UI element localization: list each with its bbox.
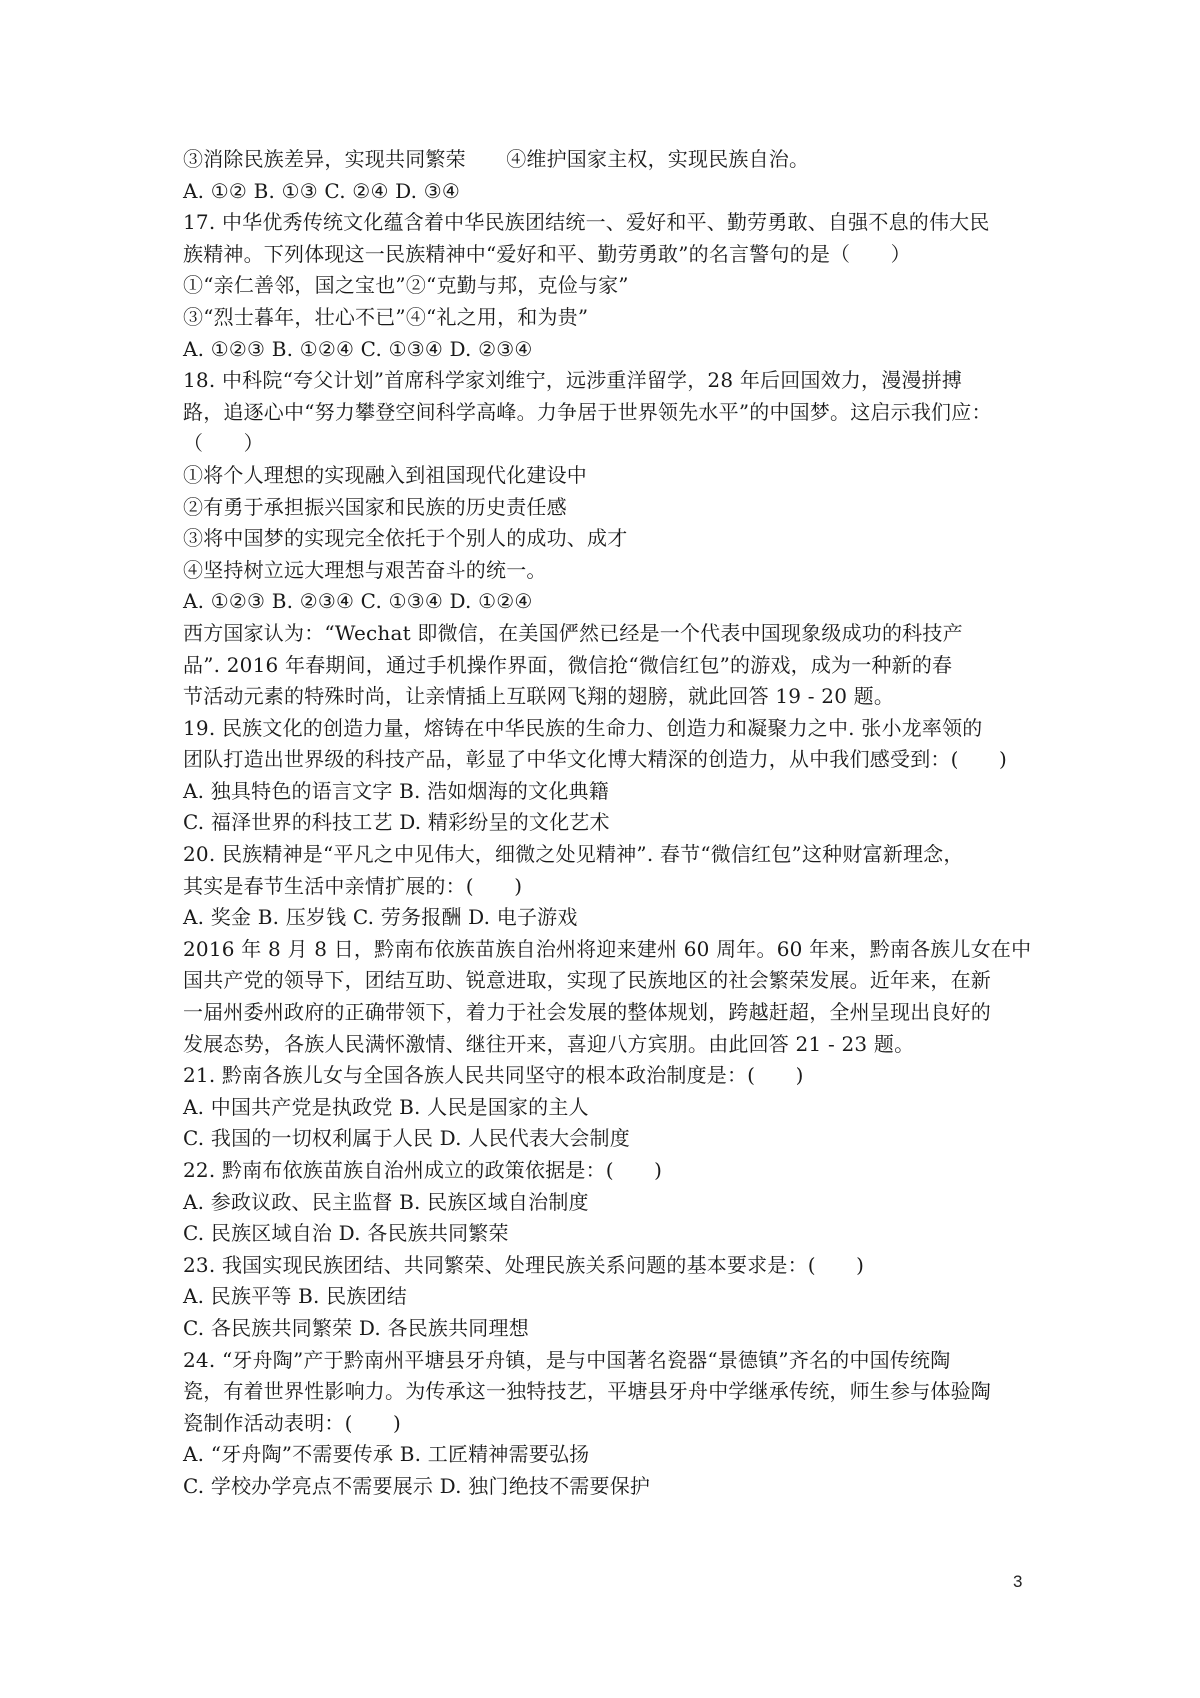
text-line: 18. 中科院“夸父计划”首席科学家刘维宁，远涉重洋留学，28 年后回国效力，漫漫拼搏 [183, 368, 963, 393]
text-line: C. 民族区域自治 D. 各民族共同繁荣 [183, 1221, 509, 1246]
text-line: 21. 黔南各族儿女与全国各族人民共同坚守的根本政治制度是：( ) [183, 1063, 804, 1088]
text-line: A. 中国共产党是执政党 B. 人民是国家的主人 [183, 1094, 589, 1119]
text-line: 2016 年 8 月 8 日，黔南布依族苗族自治州将迎来建州 60 周年。60 年来，黔南各族儿女在中 [183, 936, 1032, 961]
text-line: （ ） [183, 431, 264, 456]
text-line: ③将中国梦的实现完全依托于个别人的成功、成才 [183, 526, 628, 551]
text-line: 20. 民族精神是“平凡之中见伟大，细微之处见精神”. 春节“微信红包”这种财富新理念， [183, 842, 964, 867]
text-line: C. 我国的一切权利属于人民 D. 人民代表大会制度 [183, 1126, 630, 1151]
text-line: 17. 中华优秀传统文化蕴含着中华民族团结统一、爱好和平、勤劳勇敢、自强不息的伟大民 [183, 210, 990, 235]
text-line: C. 福泽世界的科技工艺 D. 精彩纷呈的文化艺术 [183, 810, 610, 835]
text-line: 瓷，有着世界性影响力。为传承这一独特技艺，平塘县牙舟中学继承传统，师生参与体验陶 [183, 1379, 991, 1404]
text-line: 22. 黔南布依族苗族自治州成立的政策依据是：( ) [183, 1158, 663, 1182]
text-line: ①“亲仁善邻，国之宝也”②“克勤与邦，克俭与家” [183, 273, 629, 298]
text-line: A. ①②③ B. ①②④ C. ①③④ D. ②③④ [183, 336, 533, 361]
text-line: C. 学校办学亮点不需要展示 D. 独门绝技不需要保护 [183, 1473, 651, 1498]
text-line: A. ①②③ B. ②③④ C. ①③④ D. ①②④ [183, 589, 533, 614]
text-line: ③消除民族差异，实现共同繁荣 ④维护国家主权，实现民族自治。 [183, 147, 810, 171]
text-line: 24. “牙舟陶”产于黔南州平塘县牙舟镇，是与中国著名瓷器“景德镇”齐名的中国传统陶 [183, 1347, 951, 1372]
text-line: A. 独具特色的语言文字 B. 浩如烟海的文化典籍 [183, 778, 609, 803]
page-content [183, 144, 1033, 1503]
text-line: A. “牙舟陶”不需要传承 B. 工匠精神需要弘扬 [183, 1442, 590, 1467]
text-line: C. 各民族共同繁荣 D. 各民族共同理想 [183, 1315, 529, 1340]
text-line: 其实是春节生活中亲情扩展的：( ) [183, 873, 523, 898]
text-line: 瓷制作活动表明：( ) [183, 1410, 402, 1435]
text-line: 19. 民族文化的创造力量，熔铸在中华民族的生命力、创造力和凝聚力之中. 张小龙率领的 [183, 715, 983, 740]
text-line: 国共产党的领导下，团结互助、锐意进取，实现了民族地区的社会繁荣发展。近年来，在新 [183, 968, 991, 993]
text-line: 一届州委州政府的正确带领下，着力于社会发展的整体规划，跨越赶超，全州呈现出良好的 [183, 1000, 991, 1025]
text-line: A. 参政议政、民主监督 B. 民族区域自治制度 [183, 1189, 589, 1214]
text-line: A. ①② B. ①③ C. ②④ D. ③④ [183, 178, 461, 203]
text-line: 族精神。下列体现这一民族精神中“爱好和平、勤劳勇敢”的名言警句的是（ ） [183, 241, 911, 266]
text-line: 西方国家认为：“Wechat 即微信，在美国俨然已经是一个代表中国现象级成功的科技产 [183, 620, 963, 645]
text-line: ③“烈士暮年，壮心不已”④“礼之用，和为贵” [183, 304, 589, 329]
text-line: 23. 我国实现民族团结、共同繁荣、处理民族关系问题的基本要求是：( ) [183, 1252, 865, 1277]
text-line: 发展态势，各族人民满怀激情、继往开来，喜迎八方宾朋。由此回答 21 - 23 题。 [183, 1031, 915, 1056]
text-line: 路，追逐心中“努力攀登空间科学高峰。力争居于世界领先水平”的中国梦。这启示我们应： [183, 399, 992, 424]
text-line: A. 奖金 B. 压岁钱 C. 劳务报酬 D. 电子游戏 [183, 905, 578, 930]
text-line: 团队打造出世界级的科技产品，彰显了中华文化博大精深的创造力，从中我们感受到：( ) [183, 747, 1008, 772]
text-line: ④坚持树立远大理想与艰苦奋斗的统一。 [183, 557, 547, 582]
page-number: 3 [1013, 1572, 1023, 1591]
text-line: A. 民族平等 B. 民族团结 [183, 1284, 407, 1309]
text-line: 节活动元素的特殊时尚，让亲情插上互联网飞翔的翅膀，就此回答 19 - 20 题。 [183, 684, 895, 709]
text-line: ①将个人理想的实现融入到祖国现代化建设中 [183, 462, 587, 487]
text-line: ②有勇于承担振兴国家和民族的历史责任感 [183, 494, 567, 519]
text-line: 品”. 2016 年春期间，通过手机操作界面，微信抢“微信红包”的游戏，成为一种新的春 [183, 652, 953, 677]
